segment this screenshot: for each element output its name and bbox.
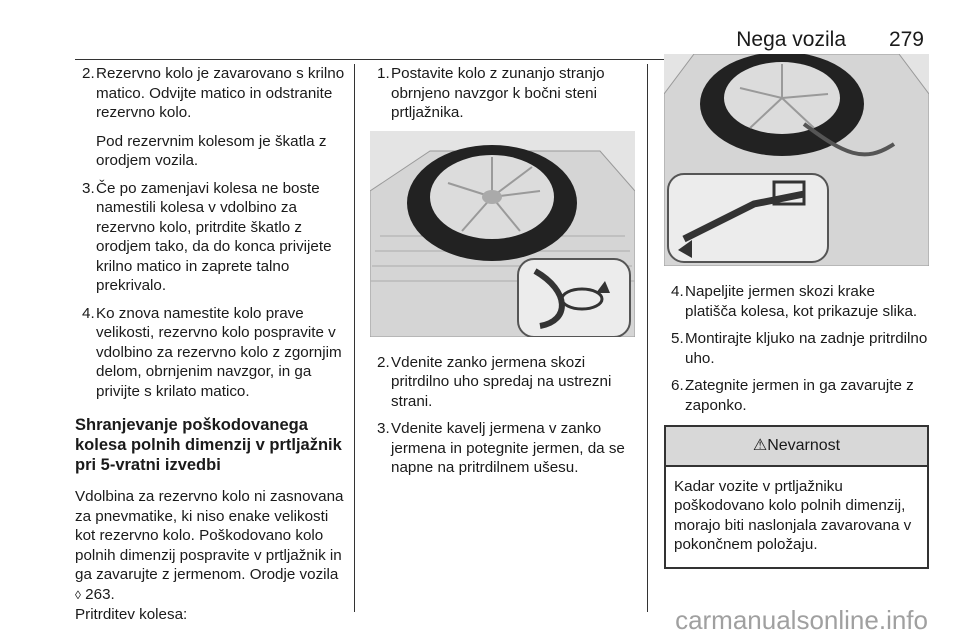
strap-fastening-illustration [664, 54, 929, 266]
warning-title: Nevarnost [767, 437, 841, 454]
body-text: Vdolbina za rezervno kolo ni zasnovana za pnevmatike, ki niso enake velikosti kot rezervno kolo. Poškodovano kolo polnih dimenzij pospravite v prtljažnik in ga zavarujte z jermenom. Orodje vozila ◊ 263. Pritrditev kolesa: [75, 488, 344, 623]
watermark: carmanualsonline.info [675, 605, 928, 635]
step-4: 4. Napeljite jermen skozi krake platišča kolesa, kot prikazuje slika. [671, 283, 918, 320]
warning-header [666, 427, 927, 467]
column-2 [370, 64, 640, 486]
step-1: 1. Postavite kolo z zunanjo stranjo obrnjeno navzgor k bočni steni prtljažnika. [377, 65, 605, 121]
step-2: 2. Rezervno kolo je zavarovano s krilno matico. Odvijte matico in odstranite rezervno kolo. Pod rezervnim kolesom je škatla z orodjem vozila. [82, 65, 345, 169]
page-link[interactable]: 263. [85, 585, 115, 603]
step-2: 2. Vdenite zanko jermena skozi pritrdilno uho spredaj na ustrezni strani. [377, 353, 612, 410]
warning-icon: ⚠ [752, 437, 768, 454]
column-divider [647, 64, 648, 612]
step-3: 3. Če po zamenjavi kolesa ne boste namestili kolesa v vdolbino za rezervno kolo, pritrdite škatlo z orodjem tako, da do konca privijete krilno matico in zaprete talno prekrivalo. [82, 179, 332, 294]
step-6: 6. Zategnite jermen in ga zavarujte z zaponko. [671, 377, 914, 414]
wheel-in-trunk-illustration [370, 131, 635, 337]
section-title: Shranjevanje poškodovanega kolesa polnih dimenzij v prtljažnik pri 5-vratni izvedbi [75, 416, 342, 474]
reference-icon: ◊ [75, 587, 81, 602]
column-1 [75, 64, 345, 625]
step-5: 5. Montirajte kljuko na zadnje pritrdilno uho. [671, 330, 928, 367]
page-number: 279 [888, 28, 924, 51]
warning-text: Kadar vozite v prtljažniku poškodovano kolo polnih dimenzij, morajo biti naslonjala zavarovana v pokončnem položaju. [674, 477, 912, 553]
step-3: 3. Vdenite kavelj jermena v zanko jermena in potegnite jermen, da se napne na pritrdilnem ušesu. [377, 420, 625, 476]
warning-box [664, 425, 929, 569]
column-divider [354, 64, 355, 612]
page-header [75, 22, 926, 54]
step-4: 4. Ko znova namestite kolo prave velikosti, rezervno kolo pospravite v vdolbino za rezervno kolo z zgornjim delom, obrnjenim navzgor, in ga privijte s krilato matico. [82, 304, 342, 400]
column-3 [664, 64, 929, 569]
header-title: Nega vozila [736, 28, 846, 51]
